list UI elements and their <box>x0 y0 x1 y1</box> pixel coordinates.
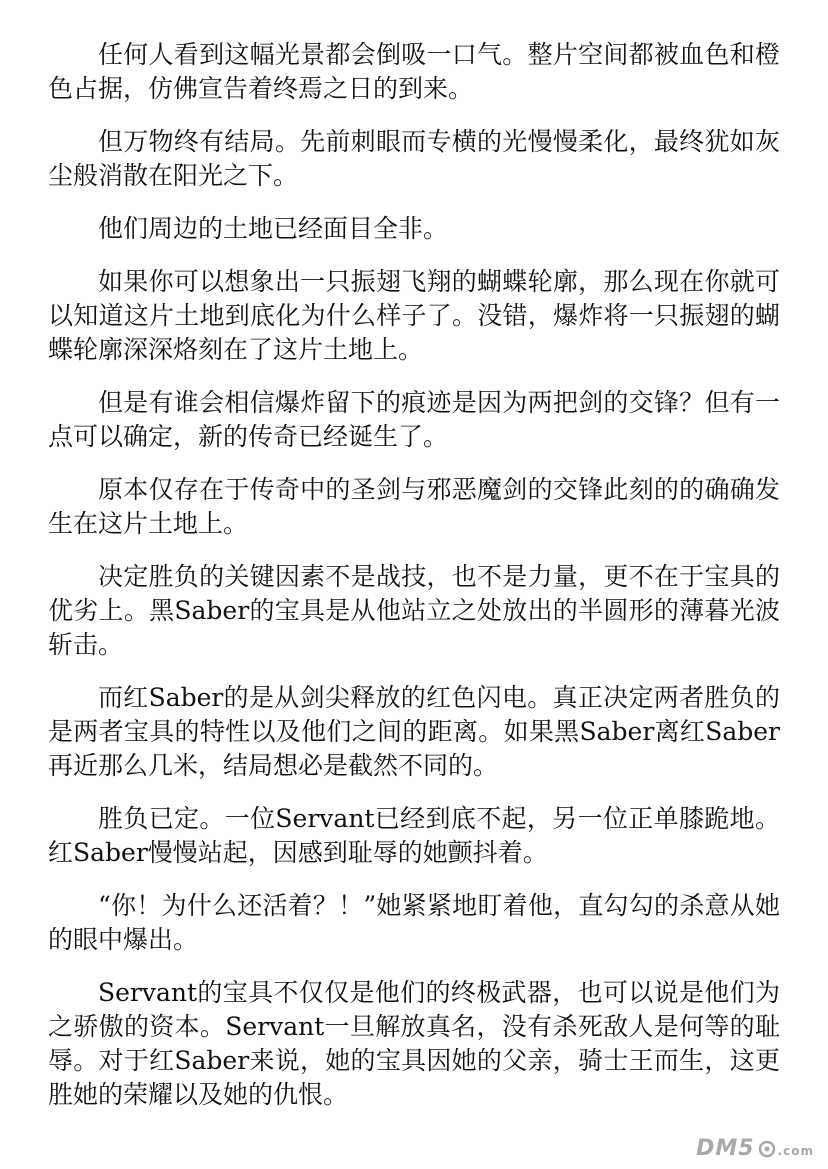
paragraph: 他们周边的土地已经面目全非。 <box>98 214 449 243</box>
watermark-text: DM5 <box>696 1136 755 1161</box>
site-watermark <box>696 1136 814 1161</box>
document-page <box>48 38 780 1131</box>
watermark-logo-icon <box>757 1139 777 1159</box>
paragraph: 原本仅存在于传奇中的圣剑与邪恶魔剑的交锋此刻的的确确发生在这片土地上。 <box>48 475 780 538</box>
paragraph: Servant的宝具不仅仅是他们的终极武器，也可以说是他们为之骄傲的资本。Servant一旦解放真名，没有杀死敌人是何等的耻辱。对于红Saber来说，她的宝具因她的父亲，骑士王而生，这更胜她的荣耀以及她的仇恨。 <box>48 978 780 1109</box>
watermark-suffix: .com <box>777 1144 814 1158</box>
paragraph: 决定胜负的关键因素不是战技，也不是力量，更不在于宝具的优劣上。黑Saber的宝具是从他站立之处放出的半圆形的薄暮光波斩击。 <box>48 562 780 659</box>
paragraph: “你！为什么还活着？！”她紧紧地盯着他，直勾勾的杀意从她的眼中爆出。 <box>48 891 780 954</box>
paragraph: 胜负已定。一位Servant已经到底不起，另一位正单膝跪地。红Saber慢慢站起，因感到耻辱的她颤抖着。 <box>48 804 780 867</box>
paragraph: 但是有谁会相信爆炸留下的痕迹是因为两把剑的交锋？但有一点可以确定，新的传奇已经诞生了。 <box>48 388 780 451</box>
paragraph: 如果你可以想象出一只振翅飞翔的蝴蝶轮廓，那么现在你就可以知道这片土地到底化为什么样子了。没错，爆炸将一只振翅的蝴蝶轮廓深深烙刻在了这片土地上。 <box>48 267 780 364</box>
paragraph: 而红Saber的是从剑尖释放的红色闪电。真正决定两者胜负的是两者宝具的特性以及他们之间的距离。如果黑Saber离红Saber再近那么几米，结局想必是截然不同的。 <box>48 683 780 780</box>
paragraph: 但万物终有结局。先前刺眼而专横的光慢慢柔化，最终犹如灰尘般消散在阳光之下。 <box>48 127 780 190</box>
paragraph: 任何人看到这幅光景都会倒吸一口气。整片空间都被血色和橙色占据，仿佛宣告着终焉之日的到来。 <box>48 40 780 103</box>
